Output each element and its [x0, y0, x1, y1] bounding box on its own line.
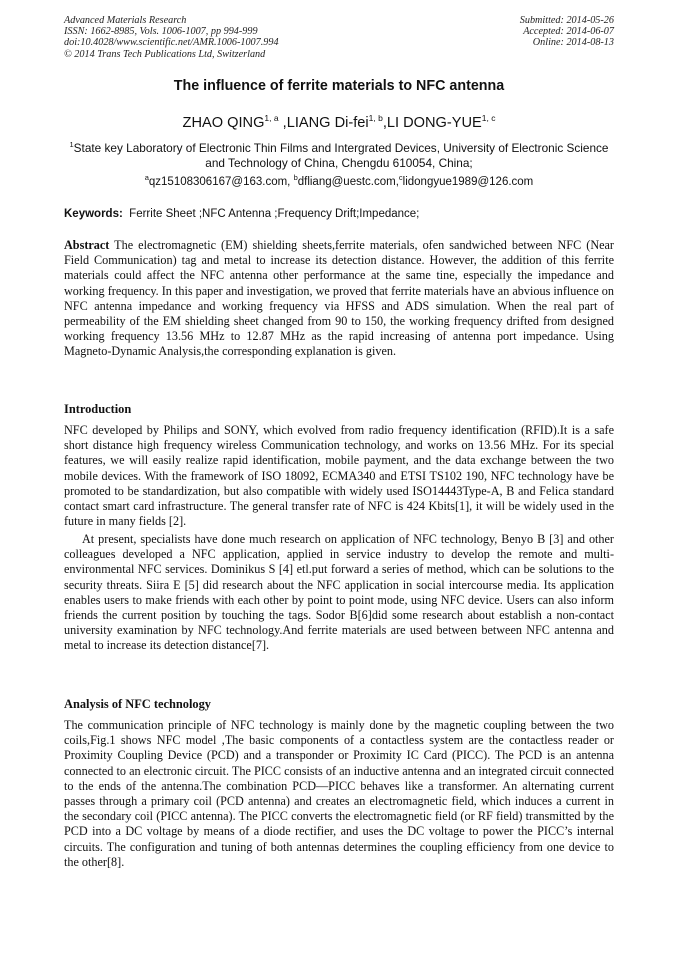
author-1: ZHAO QING	[182, 114, 265, 131]
doi: doi:10.4028/www.scientific.net/AMR.1006-1007.994	[64, 37, 279, 49]
email-a-marker: a	[144, 173, 149, 182]
online-date: Online: 2014-08-13	[532, 37, 614, 49]
affiliation-number: 1	[69, 140, 74, 149]
author-3-affil: 1, c	[481, 113, 496, 123]
author-2: ,LIANG Di-fei	[278, 114, 369, 131]
journal-name: Advanced Materials Research	[64, 15, 187, 26]
accepted-date: Accepted: 2014-06-07	[523, 26, 614, 38]
keywords-label: Keywords:	[64, 208, 123, 220]
affiliation	[64, 137, 614, 171]
abstract	[64, 238, 614, 360]
email-a: qz15108306167@163.com,	[148, 175, 294, 188]
dates-header	[520, 15, 614, 49]
author-1-affil: 1, a	[264, 113, 279, 123]
analysis-paragraph-1: The communication principle of NFC technology is mainly done by the magnetic coupling between the two coils,Fig.1 shows NFC model ,The basic components of a contactless system are the contactless reader or Proximity Coupling Device (PCD) and a transponder or Proximity IC Card (PICC). The PCD is an antenna connected to an electronic circuit. The PICC consists of an inductive antenna and an integrated circuit connected to the ends of the antenna.The combination PCD—PICC behaves like a transformer. An alternating current passes through a primary coil (PCD antenna) and creates an electromagnetic field, which induces a current in the secondary coil (PICC antenna). The PICC converts the electromagnetic field (or RF field) transmitted by the PCD into a DC voltage by means of a diode rectifier, and uses the DC voltage to power the PICC’s internal circuits. The configuration and tuning of both antennas determines the coupling efficiency from one device to the other[8].	[64, 718, 614, 869]
introduction-paragraph-1: NFC developed by Philips and SONY, which evolved from radio frequency identification (RFID).It is a safe short distance high frequency wireless Communication technology, and works on 13.56 MHz. For its special features, we will easily realize rapid identification, mobile payment, and the data exchange between the two mobile devices. With the framework of ISO 18092, ECMA340 and ETSI TS102 190, NFC technology have be promoted to be standardization, but also compatible with widely used ISO14443Type-A, B and Felica standard contact smart card infrastructure. The general transfer rate of NFC is 424 Kbits[1], it will be widely used in the future in many fields [2].	[64, 423, 614, 529]
keywords	[64, 208, 614, 220]
author-3: ,LI DONG-YUE	[382, 114, 482, 131]
introduction-heading: Introduction	[64, 402, 132, 416]
author-2-affil: 1, b	[368, 113, 383, 123]
email-b: dfliang@uestc.com,	[297, 175, 399, 188]
abstract-text: The electromagnetic (EM) shielding sheets,ferrite materials, ofen sandwiched between NFC (Near Field Communication) tag and metal to increase its detection distance. However, the addition of this ferrite materials could affect the NFC antenna other performance at the same tine, especially the impedance and working frequency. In this paper and investigation, we proved that ferrite materials have an abvious influence on NFC antenna impedance and working frequency via HFSS and ADS simulation. When the real part of permeability of the EM shielding sheet changed from 90 to 150, the working frequency drifted from designed working frequency 13.56 MHz to 12.87 MHz as the rapid increasing of antenna port impedance. Using Magneto-Dynamic Analysis,the corresponding explanation is given.	[64, 238, 614, 359]
paper-title: The influence of ferrite materials to NFC antenna	[173, 78, 505, 94]
submitted-date: Submitted: 2014-05-26	[519, 15, 614, 26]
email-c-marker: c	[398, 173, 403, 182]
affiliation-text: State key Laboratory of Electronic Thin Films and Intergrated Devices, University of Electronic Science and Technology of China, Chengdu 610054, China;	[73, 140, 609, 170]
issn: ISSN: 1662-8985, Vols. 1006-1007, pp 994-999	[64, 26, 258, 38]
email-c: lidongyue1989@126.com	[402, 175, 534, 188]
copyright: © 2014 Trans Tech Publications Ltd, Switzerland	[64, 48, 266, 60]
keywords-text: Ferrite Sheet ;NFC Antenna ;Frequency Drift;Impedance;	[122, 208, 420, 220]
journal-header	[64, 15, 279, 60]
abstract-label: Abstract	[64, 238, 110, 252]
analysis-heading: Analysis of NFC technology	[64, 697, 211, 711]
author-emails	[64, 173, 614, 188]
author-list	[64, 113, 614, 131]
introduction-paragraph-2: At present, specialists have done much research on application of NFC technology, Benyo B [3] and other colleagues developed a NFC application, applied in service industry to develop the remote and multi-environmental NFC services. Dominikus S [4] etl.put forward a series of method, which can be solutions to the security threats. Siira E [5] did research about the NFC application in social intercourse media. Its application enables users to make friends with each other by point to point mode, using NFC device. Users can also inform friends the current position by touching the tags. Sodor B[6]did some research about establish a non-contact university examination by NFC technology.And ferrite materials are used between between NFC antenna and metal to increase its detection distance[7].	[64, 532, 614, 653]
email-b-marker: b	[293, 173, 298, 182]
